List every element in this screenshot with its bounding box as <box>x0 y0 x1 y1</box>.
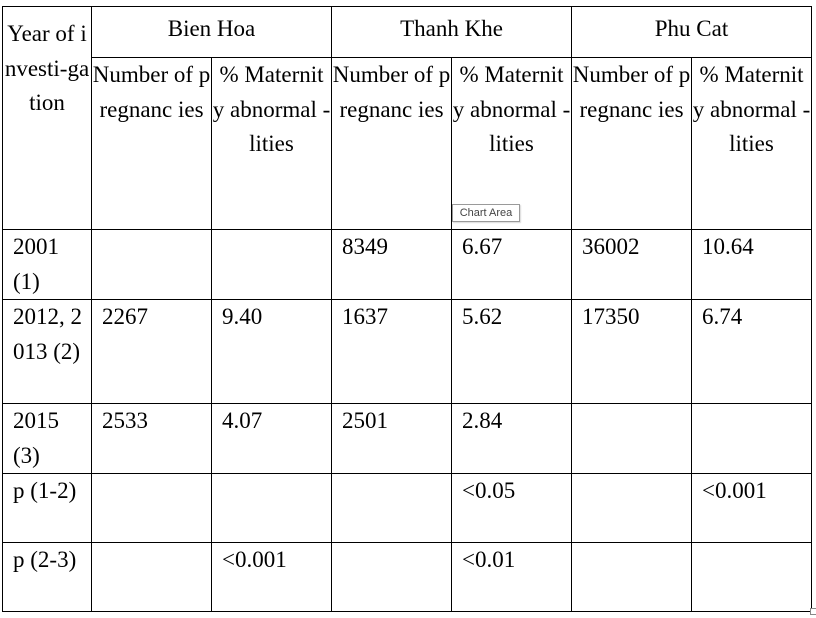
value-cell: 2533 <box>92 404 212 474</box>
value-cell: 2501 <box>332 404 452 474</box>
subheader-percent: % Maternit y abnormal -lities <box>692 58 812 230</box>
year-cell: 2015 (3) <box>3 404 92 474</box>
value-cell: <0.01 <box>452 543 572 612</box>
value-cell <box>332 543 452 612</box>
value-cell <box>572 404 692 474</box>
year-cell: p (2-3) <box>3 543 92 612</box>
value-cell: <0.001 <box>212 543 332 612</box>
year-cell: 2001 (1) <box>3 230 92 300</box>
value-cell: 2267 <box>92 300 212 404</box>
value-cell: <0.001 <box>692 474 812 543</box>
value-cell: 1637 <box>332 300 452 404</box>
group-header-bien-hoa: Bien Hoa <box>92 7 332 58</box>
value-cell <box>92 474 212 543</box>
subheader-percent: % Maternit y abnormal -lities <box>212 58 332 230</box>
value-cell: 2.84 <box>452 404 572 474</box>
value-cell: 6.67 <box>452 230 572 300</box>
value-cell <box>332 474 452 543</box>
table-row <box>3 404 812 474</box>
value-cell <box>212 474 332 543</box>
subheader-percent: % Maternit y abnormal -lities <box>452 58 572 230</box>
header-row-groups <box>3 7 812 58</box>
resize-handle[interactable] <box>810 608 816 615</box>
data-table <box>2 6 812 612</box>
value-cell: 4.07 <box>212 404 332 474</box>
value-cell: 8349 <box>332 230 452 300</box>
value-cell: 6.74 <box>692 300 812 404</box>
subheader-number: Number of pregnanc ies <box>332 58 452 230</box>
value-cell <box>92 543 212 612</box>
value-cell <box>572 474 692 543</box>
subheader-number: Number of pregnanc ies <box>92 58 212 230</box>
value-cell <box>572 543 692 612</box>
year-cell: 2012, 2013 (2) <box>3 300 92 404</box>
group-header-phu-cat: Phu Cat <box>572 7 812 58</box>
year-cell: p (1-2) <box>3 474 92 543</box>
table-row <box>3 300 812 404</box>
value-cell <box>692 543 812 612</box>
value-cell <box>92 230 212 300</box>
value-cell: 10.64 <box>692 230 812 300</box>
chart-area-tooltip: Chart Area <box>452 204 520 222</box>
year-header: Year of investi-gation <box>3 7 92 230</box>
header-row-subcolumns <box>3 58 812 230</box>
table-row <box>3 543 812 612</box>
value-cell <box>212 230 332 300</box>
value-cell: <0.05 <box>452 474 572 543</box>
table-row <box>3 230 812 300</box>
group-header-thanh-khe: Thanh Khe <box>332 7 572 58</box>
value-cell: 17350 <box>572 300 692 404</box>
value-cell: 36002 <box>572 230 692 300</box>
value-cell <box>692 404 812 474</box>
value-cell: 9.40 <box>212 300 332 404</box>
subheader-number: Number of pregnanc ies <box>572 58 692 230</box>
table-row <box>3 474 812 543</box>
value-cell: 5.62 <box>452 300 572 404</box>
